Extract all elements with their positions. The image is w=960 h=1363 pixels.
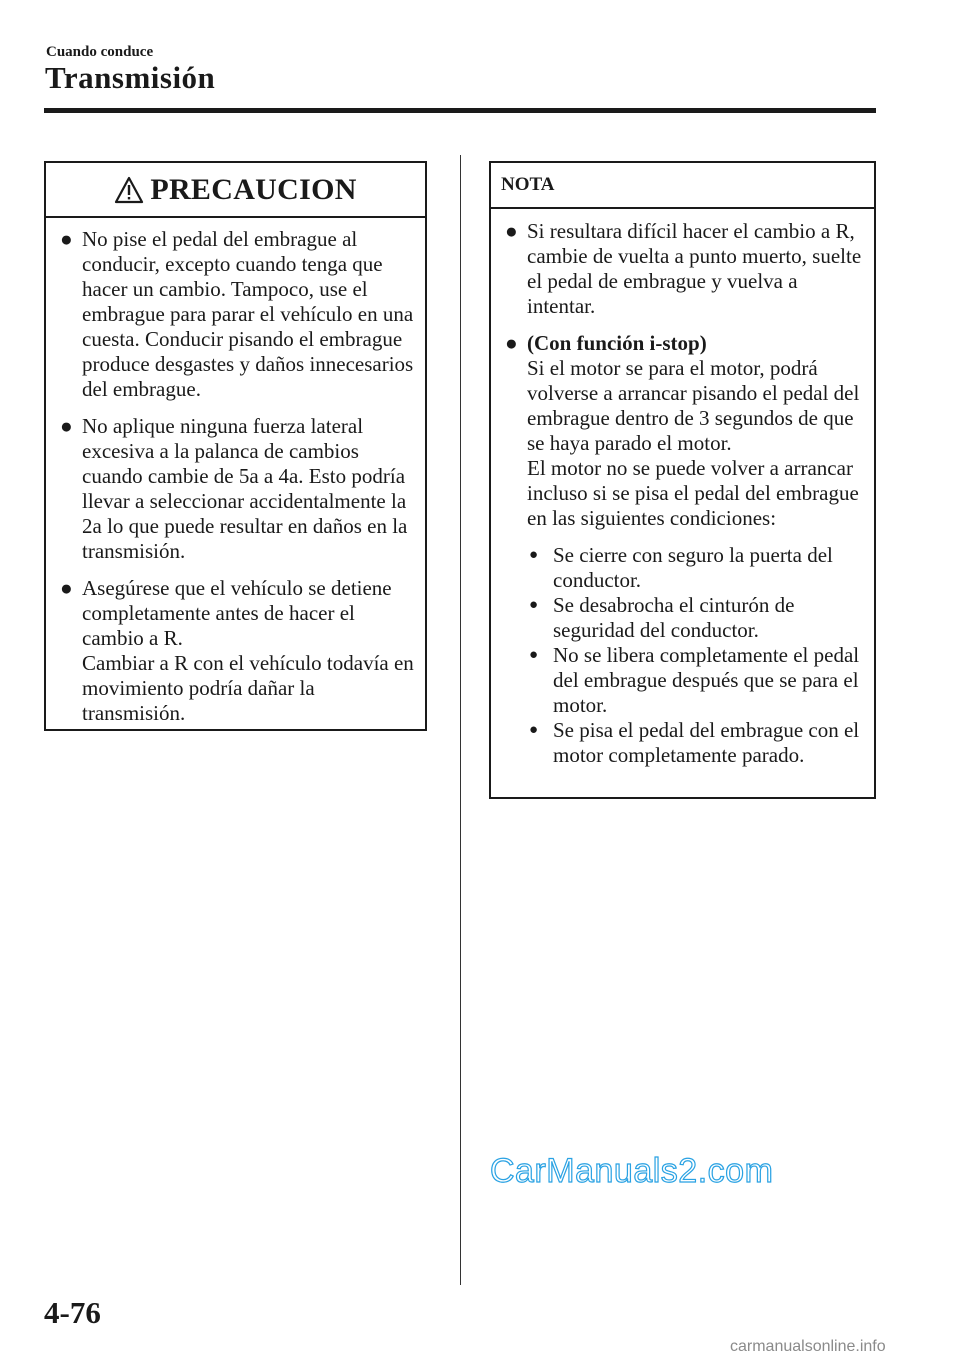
condition-item: [527, 543, 866, 593]
condition-text: Se cierre con seguro la puerta del conductor.: [553, 543, 833, 592]
note-item: [503, 219, 866, 319]
condition-item: [527, 593, 866, 643]
sub-bullet-icon: ●: [529, 722, 539, 738]
bullet-icon: ●: [505, 219, 518, 243]
condition-list: [527, 543, 866, 768]
caution-item-text: Asegúrese que el vehículo se detiene completamente antes de hacer el cambio a R.: [82, 576, 392, 650]
note-title: NOTA: [501, 174, 555, 195]
condition-item: [527, 643, 866, 718]
watermark-link[interactable]: CarManuals2.com: [490, 1152, 774, 1190]
note-item-text: Si resultara difícil hacer el cambio a R, cambie de vuelta a punto muerto, suelte el pedal de embrague y vuelva a intentar.: [527, 219, 862, 318]
caution-list: [46, 218, 425, 726]
warning-triangle-icon: [114, 176, 144, 204]
sub-bullet-icon: ●: [529, 547, 539, 563]
condition-text: Se pisa el pedal del embrague con el motor completamente parado.: [553, 718, 860, 767]
condition-text: Se desabrocha el cinturón de seguridad del conductor.: [553, 593, 795, 642]
note-item-lead: (Con función i-stop): [527, 331, 707, 355]
caution-title: PRECAUCION: [150, 172, 357, 206]
caution-box: [44, 161, 427, 731]
section-label: Cuando conduce: [46, 44, 154, 60]
caution-item: [58, 576, 417, 726]
condition-item: [527, 718, 866, 768]
bullet-icon: ●: [60, 576, 73, 600]
bullet-icon: ●: [505, 331, 518, 355]
title-rule: [44, 108, 876, 113]
note-list: [491, 209, 874, 768]
caution-item-text: Cambiar a R con el vehículo todavía en movimiento podría dañar la transmisión.: [82, 651, 414, 725]
caution-item-text: No aplique ninguna fuerza lateral excesiva a la palanca de cambios cuando cambie de 5a a 4a. Esto podría llevar a seleccionar accidentalmente la 2a lo que puede resultar en daños en la transmisión.: [82, 414, 408, 563]
note-item-text: Si el motor se para el motor, podrá volverse a arrancar pisando el pedal del embrague dentro de 3 segundos de que se haya parado el motor.: [527, 356, 860, 455]
page-number: 4-76: [44, 1295, 101, 1330]
footer-site-link[interactable]: carmanualsonline.info: [730, 1338, 886, 1355]
note-header: [491, 163, 874, 209]
caution-item: [58, 227, 417, 402]
condition-text: No se libera completamente el pedal del embrague después que se para el motor.: [553, 643, 860, 717]
sub-bullet-icon: ●: [529, 647, 539, 663]
caution-item: [58, 414, 417, 564]
note-item: [503, 331, 866, 768]
caution-item-text: No pise el pedal del embrague al conducir, excepto cuando tenga que hacer un cambio. Tampoco, use el embrague para parar el vehículo en una cuesta. Conducir pisando el embrague produce desgastes y daños innecesarios del embrague.: [82, 227, 414, 401]
sub-bullet-icon: ●: [529, 597, 539, 613]
page-title: Transmisión: [45, 60, 216, 95]
bullet-icon: ●: [60, 414, 73, 438]
note-box: [489, 161, 876, 799]
note-item-text: El motor no se puede volver a arrancar incluso si se pisa el pedal del embrague en las siguientes condiciones:: [527, 456, 859, 530]
bullet-icon: ●: [60, 227, 73, 251]
caution-header: [46, 163, 425, 218]
column-divider: [460, 155, 461, 1285]
